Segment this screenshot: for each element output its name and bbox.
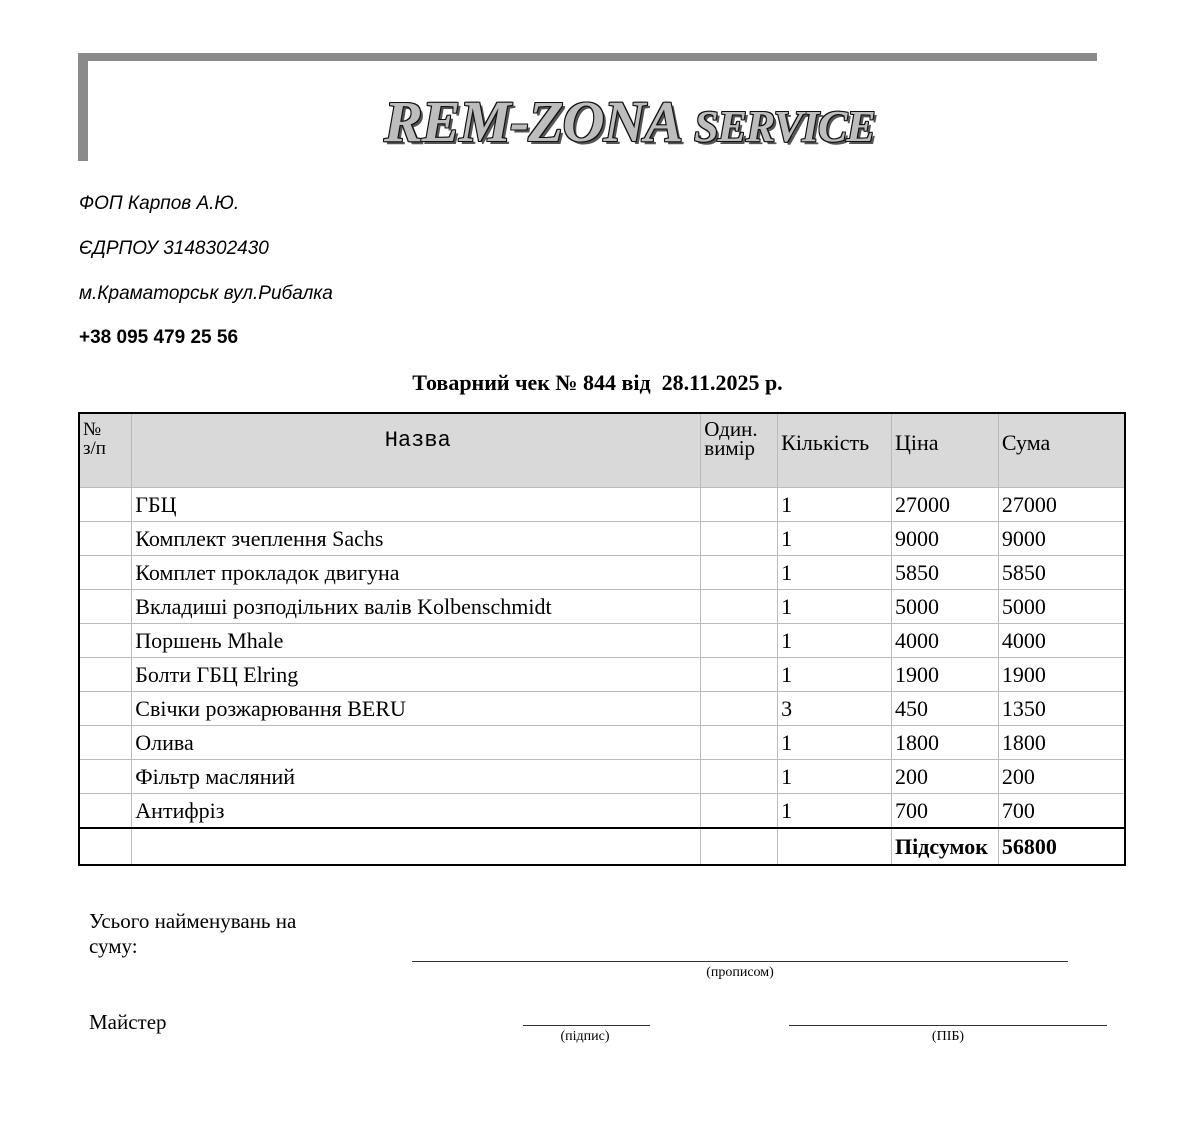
item-name-cell: ГБЦ [132,488,701,522]
item-unit-cell [701,692,778,726]
item-price-cell: 4000 [891,624,998,658]
total-in-words-label-line1: Усього найменувань на [89,909,297,933]
seller-edrpou: ЄДРПОУ 3148302430 [79,238,269,259]
total-empty-cell [132,828,701,865]
full-name-hint: (ПІБ) [931,1029,965,1044]
item-quantity-cell: 1 [778,624,892,658]
item-sum-cell: 1800 [998,726,1125,760]
total-in-words-label-line2: суму: [89,934,138,958]
table-row [79,556,1125,590]
item-quantity-cell: 1 [778,556,892,590]
table-body [79,488,1125,866]
item-name-cell: Фільтр масляний [132,760,701,794]
item-sum-cell: 5000 [998,590,1125,624]
item-name-cell: Болти ГБЦ Elring [132,658,701,692]
item-unit-cell [701,488,778,522]
item-unit-cell [701,590,778,624]
item-quantity-cell: 1 [778,488,892,522]
item-unit-cell [701,624,778,658]
total-empty-cell [701,828,778,865]
item-name-cell: Поршень Mhale [132,624,701,658]
row-number-cell [79,658,132,692]
row-number-cell [79,590,132,624]
item-sum-cell: 4000 [998,624,1125,658]
item-price-cell: 200 [891,760,998,794]
item-quantity-cell: 1 [778,590,892,624]
item-unit-cell [701,556,778,590]
item-unit-cell [701,760,778,794]
item-quantity-cell: 1 [778,794,892,829]
item-quantity-cell: 1 [778,522,892,556]
row-number-cell [79,556,132,590]
header-name: Назва [132,413,701,488]
row-number-cell [79,488,132,522]
row-number-cell [79,624,132,658]
table-row [79,522,1125,556]
seller-name: ФОП Карпов А.Ю. [79,193,240,214]
item-price-cell: 5000 [891,590,998,624]
item-quantity-cell: 1 [778,726,892,760]
table-row [79,760,1125,794]
item-sum-cell: 5850 [998,556,1125,590]
seller-phone: +38 095 479 25 56 [79,327,239,348]
item-unit-cell [701,794,778,829]
table-row [79,624,1125,658]
table-row [79,658,1125,692]
item-price-cell: 9000 [891,522,998,556]
total-row [79,828,1125,865]
item-sum-cell: 1900 [998,658,1125,692]
item-name-cell: Олива [132,726,701,760]
table-row [79,692,1125,726]
table-row [79,794,1125,829]
total-label: Підсумок [891,828,998,865]
header-price: Ціна [891,413,998,488]
signature-hint: (підпис) [560,1029,610,1044]
header-unit-line1: Один. [704,417,758,441]
item-sum-cell: 200 [998,760,1125,794]
row-number-cell [79,692,132,726]
item-sum-cell: 700 [998,794,1125,829]
item-name-cell: Свічки розжарювання BERU [132,692,701,726]
header-number-line1: № [83,419,102,440]
item-price-cell: 5850 [891,556,998,590]
table-header [79,413,1125,488]
table-header-row [79,413,1125,488]
table-row [79,590,1125,624]
header-quantity: Кількість [778,413,892,488]
item-sum-cell: 1350 [998,692,1125,726]
signature-line [523,1025,650,1026]
item-name-cell: Комплект зчеплення Sachs [132,522,701,556]
logo-main-text: REM-ZONA [384,89,683,154]
total-value: 56800 [998,828,1125,865]
seller-address: м.Краматорськ вул.Рибалка [79,283,333,304]
logo-sub-text: SERVICE [694,102,875,151]
item-quantity-cell: 1 [778,760,892,794]
item-name-cell: Комплет прокладок двигуна [132,556,701,590]
item-unit-cell [701,726,778,760]
item-unit-cell [701,658,778,692]
company-logo [384,88,875,155]
item-quantity-cell: 3 [778,692,892,726]
table-row [79,488,1125,522]
header-number-line2: з/п [83,438,106,459]
table-row [79,726,1125,760]
header-frame-top [78,53,1097,61]
header-unit [701,413,778,488]
item-sum-cell: 9000 [998,522,1125,556]
total-empty-cell [79,828,132,865]
item-price-cell: 1800 [891,726,998,760]
item-price-cell: 450 [891,692,998,726]
row-number-cell [79,794,132,829]
row-number-cell [79,760,132,794]
in-words-hint: (прописом) [706,965,774,980]
master-label: Майстер [89,1010,167,1034]
item-quantity-cell: 1 [778,658,892,692]
item-sum-cell: 27000 [998,488,1125,522]
item-price-cell: 1900 [891,658,998,692]
header-sum: Сума [998,413,1125,488]
total-in-words-line [412,961,1068,962]
items-table [78,412,1126,866]
header-number [79,413,132,488]
full-name-line [789,1025,1107,1026]
total-empty-cell [778,828,892,865]
row-number-cell [79,726,132,760]
item-name-cell: Антифріз [132,794,701,829]
item-unit-cell [701,522,778,556]
item-price-cell: 27000 [891,488,998,522]
header-unit-line2: вимір [704,436,756,460]
item-price-cell: 700 [891,794,998,829]
row-number-cell [79,522,132,556]
item-name-cell: Вкладиші розподільних валів Kolbenschmidt [132,590,701,624]
receipt-title: Товарний чек № 844 від 28.11.2025 р. [412,370,783,395]
header-frame-left [78,53,88,161]
